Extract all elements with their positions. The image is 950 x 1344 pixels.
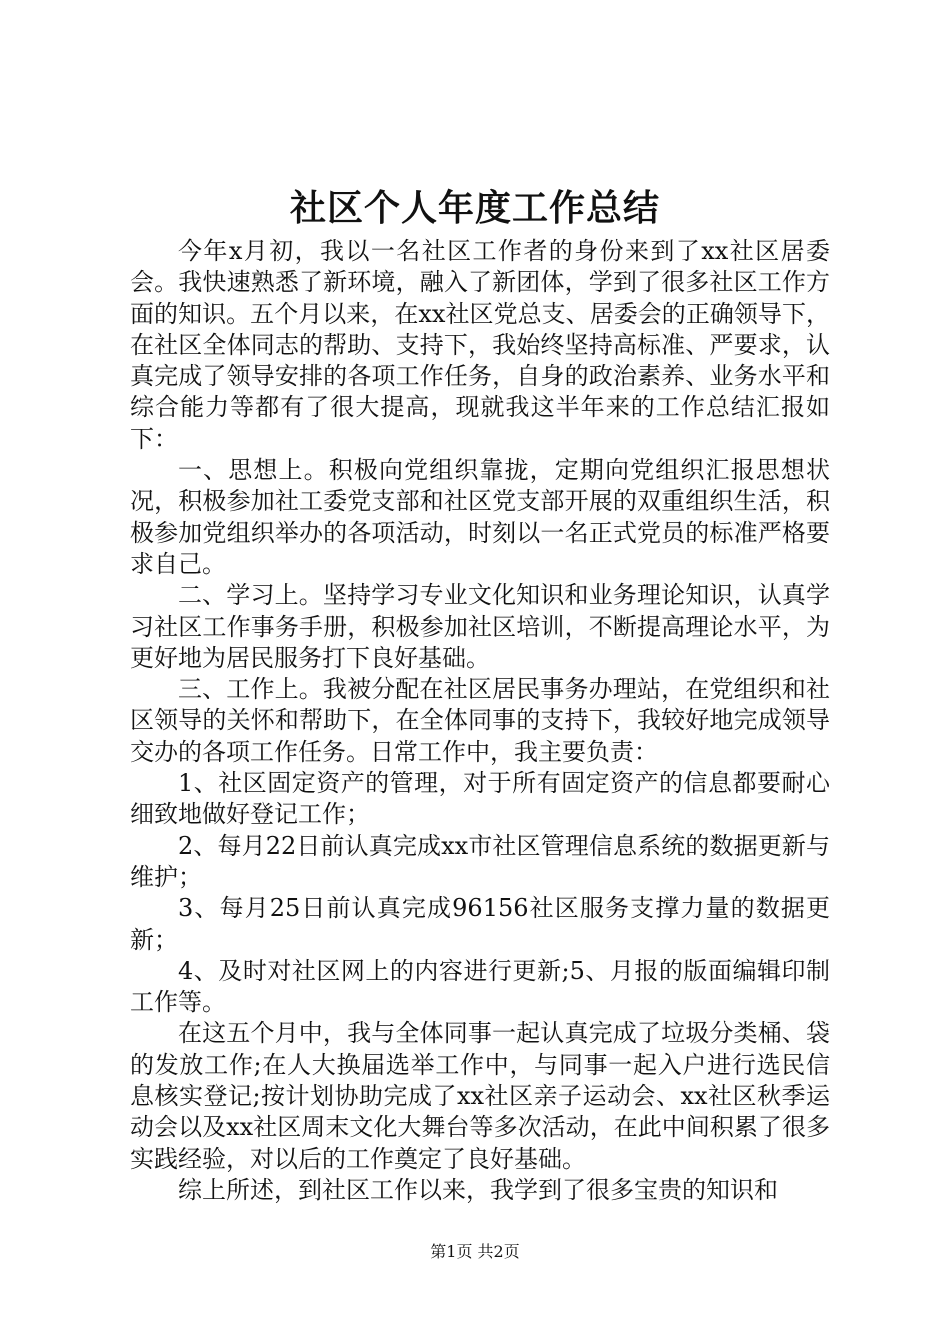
paragraph-item-3: 3、每月25日前认真完成96156社区服务支撑力量的数据更新； <box>130 894 830 954</box>
page-number-footer: 第1页 共2页 <box>430 1242 520 1261</box>
paragraph-activities: 在这五个月中，我与全体同事一起认真完成了垃圾分类桶、袋的发放工作;在人大换届选举工作中，与同事一起入户进行选民信息核实登记;按计划协助完成了xx社区亲子运动会、xx社区秋季运动会以及xx社区周末文化大舞台等多次活动，在此中间积累了很多实践经验，对以后的工作奠定了良好基础。 <box>130 1019 830 1173</box>
document-body <box>130 236 830 1206</box>
document-title: 社区个人年度工作总结 <box>289 187 660 229</box>
paragraph-work: 三、工作上。我被分配在社区居民事务办理站，在党组织和社区领导的关怀和帮助下，在全体同事的支持下，我较好地完成领导交办的各项工作任务。日常工作中，我主要负责： <box>130 675 830 766</box>
paragraph-item-4: 4、及时对社区网上的内容进行更新;5、月报的版面编辑印制工作等。 <box>130 956 830 1017</box>
paragraph-item-2: 2、每月22日前认真完成xx市社区管理信息系统的数据更新与维护； <box>130 831 830 891</box>
paragraph-item-1: 1、社区固定资产的管理，对于所有固定资产的信息都要耐心细致地做好登记工作； <box>130 769 830 829</box>
paragraph-study: 二、学习上。坚持学习专业文化知识和业务理论知识，认真学习社区工作事务手册，积极参加社区培训，不断提高理论水平，为更好地为居民服务打下良好基础。 <box>130 581 830 672</box>
paragraph-summary: 综上所述，到社区工作以来，我学到了很多宝贵的知识和 <box>178 1175 778 1204</box>
paragraph-intro: 今年x月初，我以一名社区工作者的身份来到了xx社区居委会。我快速熟悉了新环境，融入了新团体，学到了很多社区工作方面的知识。五个月以来，在xx社区党总支、居委会的正确领导下，在社区全体同志的帮助、支持下，我始终坚持高标准、严要求，认真完成了领导安排的各项工作任务，自身的政治素养、业务水平和综合能力等都有了很大提高，现就我这半年来的工作总结汇报如下： <box>130 237 830 453</box>
paragraph-thought: 一、思想上。积极向党组织靠拢，定期向党组织汇报思想状况，积极参加社工委党支部和社区党支部开展的双重组织生活，积极参加党组织举办的各项活动，时刻以一名正式党员的标准严格要求自己。 <box>130 456 830 578</box>
